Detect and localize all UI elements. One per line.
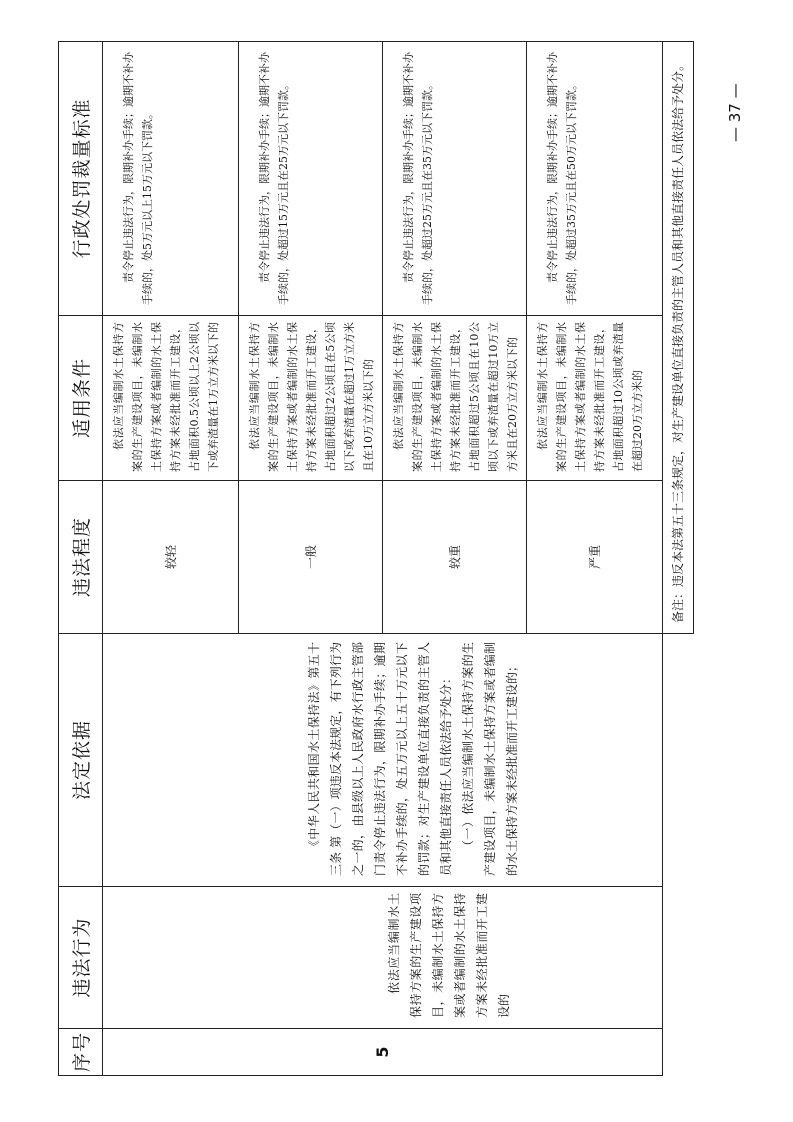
page-number: — 37 — (726, 83, 744, 142)
row-basis (103, 634, 663, 887)
row-seq: 5 (103, 1029, 663, 1076)
penalty-table (58, 41, 694, 1076)
condition-light: 依法应当编制水土保持方案的生产建设项目，未编制水土保持方案或者编制的水土保持方案未经批准而开工建设，占地面积0.5公顷以上2公顷以下或弃渣量在1万立方米以下的 (103, 316, 239, 481)
degree-heavy: 较重 (383, 481, 527, 634)
table-row (103, 42, 239, 1076)
header-standard: 行政处罚裁量标准 (59, 42, 103, 316)
table-note: 备注：违反本法第五十三条规定，对生产建设单位直接负责的主管人员和其他直接责任人员依法给予处分。 (663, 42, 694, 634)
table-note-row (663, 42, 694, 1076)
header-basis: 法定依据 (59, 634, 103, 887)
degree-severe: 严重 (527, 481, 663, 634)
condition-general: 依法应当编制水土保持方案的生产建设项目，未编制水土保持方案或者编制的水土保持方案未经批准而开工建设，占地面积超过2公顷且在5公顷以下或弃渣量在超过1万立方米且在10万立方米以下的 (239, 316, 383, 481)
table-header-row (59, 42, 103, 1076)
header-degree: 违法程度 (59, 481, 103, 634)
condition-heavy: 依法应当编制水土保持方案的生产建设项目，未编制水土保持方案或者编制的水土保持方案未经批准而开工建设，占地面积超过5公顷且在10公顷以下或弃渣量在超过10万立方米且在20万立方米以下的 (383, 316, 527, 481)
note-spacer (663, 634, 694, 1076)
degree-general: 一般 (239, 481, 383, 634)
header-act: 违法行为 (59, 887, 103, 1029)
header-seq: 序号 (59, 1029, 103, 1076)
degree-light: 较轻 (103, 481, 239, 634)
header-condition: 适用条件 (59, 316, 103, 481)
standard-light: 责令停止违法行为，限期补办手续；逾期不补办手续的，处5万元以上15万元以下罚款。 (103, 42, 239, 316)
basis-paragraph-2: （一）依法应当编制水土保持方案的生产建设项目，未编制水土保持方案或者编制的水土保持方案未经批准而开工建设的； (461, 642, 519, 876)
standard-severe: 责令停止违法行为，限期补办手续；逾期不补办手续的，处超过35万元且在50万元以下罚款。 (527, 42, 663, 316)
standard-general: 责令停止违法行为，限期补办手续；逾期不补办手续的，处超过15万元且在25万元以下罚款。 (239, 42, 383, 316)
condition-severe: 依法应当编制水土保持方案的生产建设项目，未编制水土保持方案或者编制的水土保持方案未经批准而开工建设，占地面积超过10公顷或弃渣量在超过20万立方米的 (527, 316, 663, 481)
basis-paragraph-1: 《中华人民共和国水土保持法》第五十三条 第（一）项违反本法规定，有下列行为之一的，由县级以上人民政府水行政主管部门责令停止违法行为，限期补办手续；逾期不补办手续的，处五万元以上五十万元以下的罚款；对生产建设单位直接负责的主管人员和其他直接责任人员依法给予处分： (307, 642, 453, 876)
standard-heavy: 责令停止违法行为，限期补办手续；逾期不补办手续的，处超过25万元且在35万元以下罚款。 (383, 42, 527, 316)
row-act: 依法应当编制水土保持方案的生产建设项目，未编制水土保持方案或者编制的水土保持方案未经批准而开工建设的 (103, 887, 663, 1029)
